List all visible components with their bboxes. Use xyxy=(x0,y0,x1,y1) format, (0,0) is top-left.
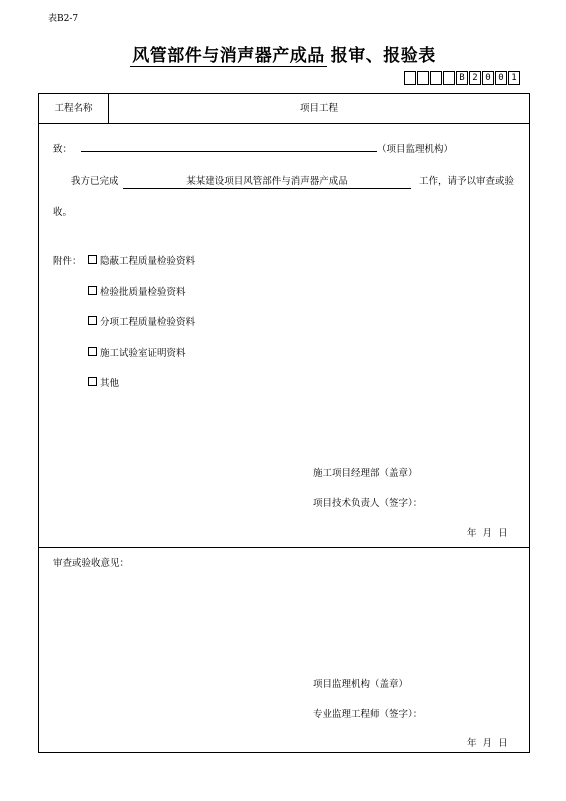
checkbox[interactable] xyxy=(88,316,97,325)
review-date: 年 月 日 xyxy=(467,738,508,749)
recipient-field[interactable] xyxy=(81,151,377,152)
section-divider xyxy=(39,547,529,548)
attachment-item-label: 其他 xyxy=(100,378,120,389)
attachment-item-label: 分项工程质量检验资料 xyxy=(100,317,196,328)
code-box xyxy=(430,71,442,85)
recipient-suffix: （项目监理机构） xyxy=(377,144,454,155)
completed-wrap: 收。 xyxy=(53,207,73,218)
project-name-value[interactable]: 项目工程 xyxy=(299,103,338,114)
checkbox[interactable] xyxy=(88,286,97,295)
attachment-item-label: 施工试验室证明资料 xyxy=(100,348,186,359)
code-box: 2 xyxy=(469,71,481,85)
code-box: 0 xyxy=(482,71,494,85)
attachment-item-label: 隐蔽工程质量检验资料 xyxy=(100,256,196,267)
project-row xyxy=(39,94,529,124)
code-box xyxy=(417,71,429,85)
checkbox[interactable] xyxy=(88,377,97,386)
title-main: 风管部件与消声器产成品 xyxy=(132,46,325,66)
attachment-item[interactable] xyxy=(88,375,119,389)
checkbox[interactable] xyxy=(88,347,97,356)
project-name-label: 工程名称 xyxy=(39,94,109,123)
recipient-label: 致： xyxy=(53,144,73,155)
attachments-label: 附件： xyxy=(53,256,82,267)
contractor-dept-seal: 施工项目经理部（盖章） xyxy=(313,468,418,479)
attachment-item[interactable] xyxy=(88,345,186,359)
supervision-org-seal: 项目监理机构（盖章） xyxy=(313,679,409,690)
attachment-item[interactable] xyxy=(88,314,195,328)
code-box: 1 xyxy=(508,71,520,85)
completed-item-field[interactable]: 某某建设项目风管部件与消声器产成品 xyxy=(123,173,411,189)
code-box xyxy=(443,71,455,85)
checkbox[interactable] xyxy=(88,255,97,264)
form-table xyxy=(38,93,530,753)
form-number-boxes xyxy=(403,71,520,85)
code-box xyxy=(404,71,416,85)
form-code: 表B2-7 xyxy=(48,14,79,24)
code-box: 0 xyxy=(495,71,507,85)
completed-suffix: 工作，请予以审查或验 xyxy=(419,176,515,187)
attachment-item[interactable] xyxy=(88,253,195,267)
tech-lead-signature: 项目技术负责人（签字）： xyxy=(313,498,423,509)
contractor-date: 年 月 日 xyxy=(467,528,508,539)
engineer-signature: 专业监理工程师（签字）： xyxy=(313,709,423,720)
form-title xyxy=(0,41,566,66)
attachment-item-label: 检验批质量检验资料 xyxy=(100,287,186,298)
completed-prefix: 我方已完成 xyxy=(71,176,119,187)
code-box: B xyxy=(456,71,468,85)
attachment-item[interactable] xyxy=(88,284,186,298)
review-opinion-label: 审查或验收意见： xyxy=(53,558,130,569)
title-rest: 报审、报验表 xyxy=(330,46,436,66)
